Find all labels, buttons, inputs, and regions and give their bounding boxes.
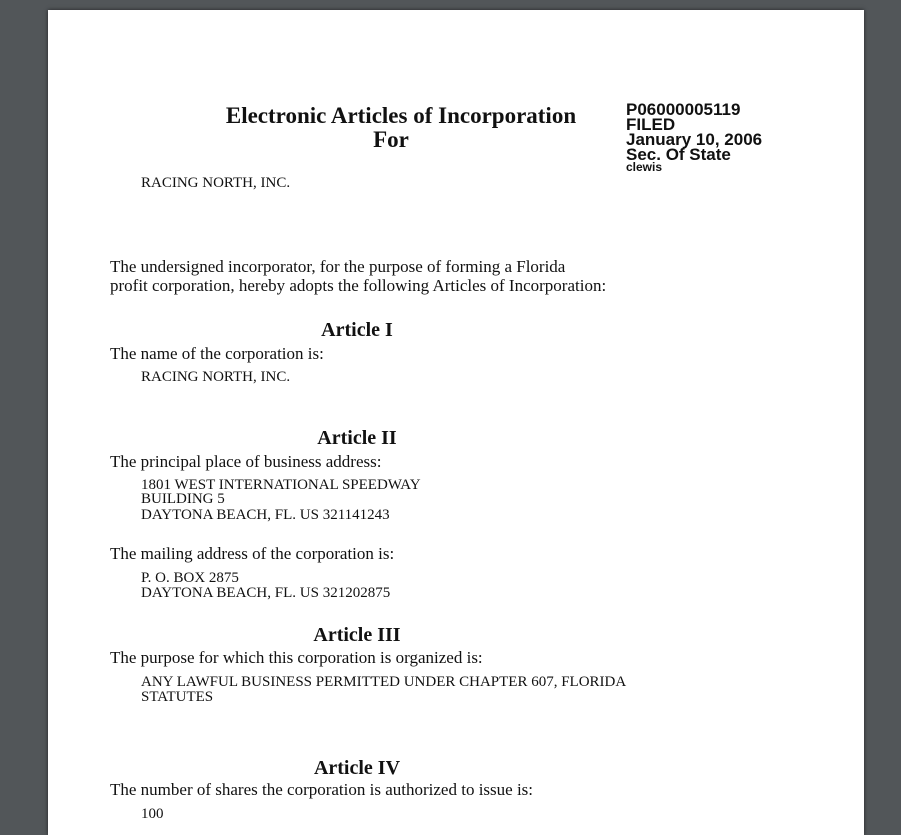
purpose-line: ANY LAWFUL BUSINESS PERMITTED UNDER CHAPTER 607, FLORIDA [141, 674, 627, 690]
article-heading: Article I [321, 319, 393, 341]
intro-line-2: profit corporation, hereby adopts the following Articles of Incorporation: [110, 276, 607, 295]
stamp-status: FILED [626, 115, 676, 134]
address-line: 1801 WEST INTERNATIONAL SPEEDWAY [141, 477, 421, 493]
address-line: P. O. BOX 2875 [141, 570, 239, 586]
purpose-line: STATUTES [141, 689, 214, 705]
article-heading: Article II [317, 427, 397, 449]
section-label: The name of the corporation is: [110, 344, 324, 363]
section-value: RACING NORTH, INC. [141, 369, 291, 385]
intro-line-1: The undersigned incorporator, for the purpose of forming a Florida [110, 257, 566, 276]
stamp-date: January 10, 2006 [626, 130, 763, 149]
stamp-office: Sec. Of State [626, 145, 731, 164]
stamp-doc-number: P06000005119 [626, 100, 741, 119]
address-line: DAYTONA BEACH, FL. US 321202875 [141, 585, 391, 601]
article-heading: Article IV [313, 757, 401, 779]
company-name: RACING NORTH, INC. [141, 175, 291, 191]
section-label: The purpose for which this corporation is organized is: [110, 648, 483, 667]
section-label: The number of shares the corporation is authorized to issue is: [110, 780, 533, 799]
article-heading: Article III [313, 624, 401, 646]
document-page [48, 10, 864, 835]
shares-value: 100 [141, 806, 164, 822]
address-line: BUILDING 5 [141, 491, 225, 507]
section-label: The principal place of business address: [110, 452, 382, 471]
stamp-clerk: clewis [626, 160, 663, 174]
document-title-for: For [373, 127, 409, 152]
address-line: DAYTONA BEACH, FL. US 321141243 [141, 507, 390, 523]
viewer-background [0, 0, 48, 835]
document-title: Electronic Articles of Incorporation [225, 103, 577, 128]
section-label: The mailing address of the corporation is: [110, 544, 395, 563]
